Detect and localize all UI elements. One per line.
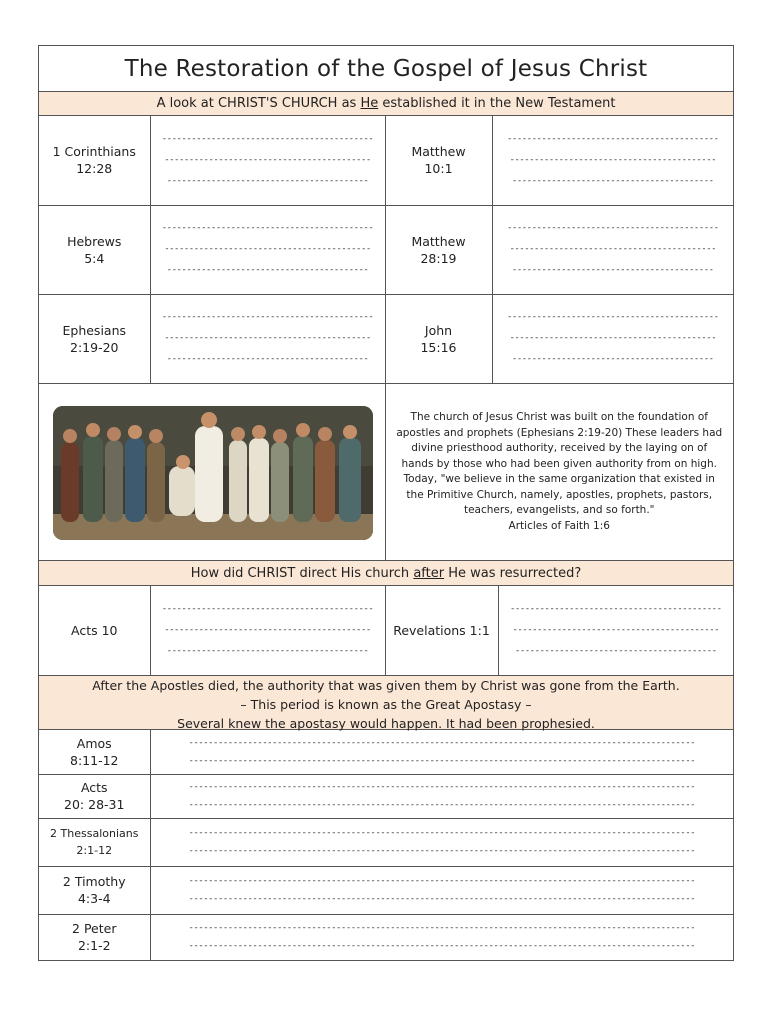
- worksheet: [38, 45, 734, 961]
- answer-lines[interactable]: ------------------------------------------- ------------------------------------------ -----------------------------------------: [150, 205, 385, 294]
- answer-lines[interactable]: ------------------------------------------- ------------------------------------------ -----------------------------------------: [492, 205, 733, 294]
- answer-lines[interactable]: ------------------------------------------------------------------------------------------------------- -------------------------------------------------------------------------------------------------------: [150, 866, 733, 914]
- answer-lines[interactable]: ------------------------------------------- ------------------------------------------ -----------------------------------------: [150, 294, 385, 383]
- scripture-reference: Matthew 10:1: [385, 116, 492, 205]
- table-row: [39, 116, 733, 205]
- scripture-reference: Acts 10: [39, 586, 150, 675]
- apostles-painting-cell: [39, 383, 385, 561]
- answer-lines[interactable]: ------------------------------------------- ------------------------------------------ -----------------------------------------: [150, 586, 385, 675]
- scripture-reference: Acts 20: 28-31: [39, 774, 150, 818]
- table-row: [39, 866, 733, 914]
- scripture-reference: 1 Corinthians 12:28: [39, 116, 150, 205]
- table-row: [39, 774, 733, 818]
- subtitle-pre: A look at CHRIST'S CHURCH as: [156, 96, 361, 111]
- table-row: [39, 914, 733, 960]
- subtitle-underlined: He: [360, 96, 379, 111]
- apostasy-note: After the Apostles died, the authority that was given them by Christ was gone from the Earth. – This period is known as the Great Apostasy – Several knew the apostasy would happen. It had been prophesied.: [39, 675, 733, 730]
- new-testament-table: [39, 116, 733, 562]
- answer-lines[interactable]: ------------------------------------------- ------------------------------------------ -----------------------------------------: [492, 116, 733, 205]
- prophecy-table: [39, 730, 733, 961]
- after-resurrection-table: [39, 586, 733, 676]
- page-title: The Restoration of the Gospel of Jesus Christ: [39, 46, 733, 92]
- scripture-reference: Hebrews 5:4: [39, 205, 150, 294]
- answer-lines[interactable]: ------------------------------------------- ------------------------------------------ -----------------------------------------: [492, 294, 733, 383]
- table-row: [39, 205, 733, 294]
- picture-row: [39, 383, 733, 561]
- table-row: [39, 586, 733, 675]
- table-row: [39, 818, 733, 866]
- foundation-paragraph-cell: [385, 383, 733, 561]
- answer-lines[interactable]: ------------------------------------------- ------------------------------------------ -----------------------------------------: [150, 116, 385, 205]
- apostles-painting: [53, 406, 373, 540]
- painting-figures: [53, 406, 373, 540]
- foundation-paragraph: The church of Jesus Christ was built on the foundation of apostles and prophets (Ephesians 2:19-20) These leaders had divine priesthood authority, received by the laying on of hands by those who had been given authority from on high. Today, "we believe in the same organization that existed in the Primitive Church, namely, apostles, prophets, pastors, teachers, evangelists, and so forth." Articles of Faith 1:6: [386, 410, 734, 534]
- scripture-reference: 2 Thessalonians 2:1-12: [39, 818, 150, 866]
- answer-lines[interactable]: ------------------------------------------------------------------------------------------------------- -------------------------------------------------------------------------------------------------------: [150, 774, 733, 818]
- scripture-reference: Revelations 1:1: [385, 586, 498, 675]
- answer-lines[interactable]: ------------------------------------------------------------------------------------------------------- -------------------------------------------------------------------------------------------------------: [150, 730, 733, 774]
- question-heading: How did CHRIST direct His church after He was resurrected?: [39, 560, 733, 586]
- scripture-reference: John 15:16: [385, 294, 492, 383]
- subtitle: [39, 92, 733, 116]
- scripture-reference: 2 Peter 2:1-2: [39, 914, 150, 960]
- scripture-reference: 2 Timothy 4:3-4: [39, 866, 150, 914]
- citation: Articles of Faith 1:6: [508, 519, 610, 532]
- subtitle-post: established it in the New Testament: [378, 96, 616, 111]
- answer-lines[interactable]: ------------------------------------------- ------------------------------------------ -----------------------------------------: [498, 586, 733, 675]
- table-row: [39, 730, 733, 774]
- scripture-reference: Amos 8:11-12: [39, 730, 150, 774]
- scripture-reference: Ephesians 2:19-20: [39, 294, 150, 383]
- scripture-reference: Matthew 28:19: [385, 205, 492, 294]
- table-row: [39, 294, 733, 383]
- answer-lines[interactable]: ------------------------------------------------------------------------------------------------------- -------------------------------------------------------------------------------------------------------: [150, 818, 733, 866]
- answer-lines[interactable]: ------------------------------------------------------------------------------------------------------- -------------------------------------------------------------------------------------------------------: [150, 914, 733, 960]
